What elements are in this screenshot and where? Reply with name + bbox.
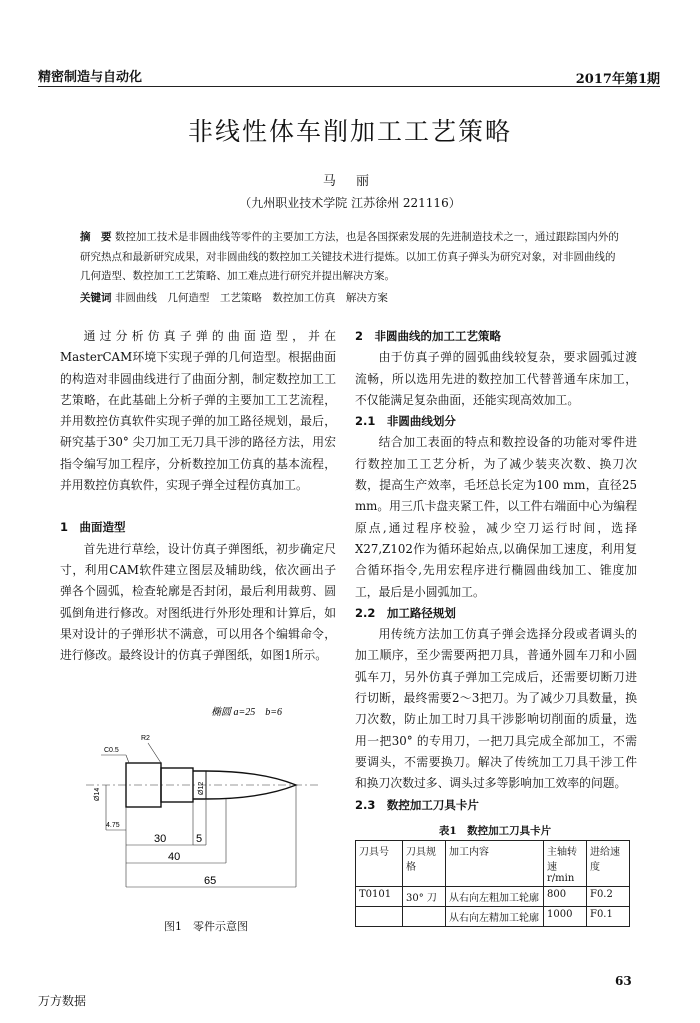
table-header-row <box>356 841 630 887</box>
dim-40: 40 <box>168 851 181 863</box>
table-cell: F0.1 <box>587 907 630 927</box>
dim-dia14: Ø14 <box>94 787 101 801</box>
table-row <box>356 887 630 907</box>
keywords <box>80 289 620 309</box>
abstract <box>80 228 620 287</box>
section-1-title: 1 曲面造型 <box>60 520 126 535</box>
dim-c05: C0.5 <box>104 747 119 754</box>
table-cell <box>403 907 446 927</box>
col-feed-rate: 进给速度 <box>587 841 630 887</box>
keywords-label: 关键词 <box>80 292 112 304</box>
figure-1-drawing <box>86 705 326 900</box>
table-cell: 从右向左精加工轮廓 <box>446 907 544 927</box>
table-cell: 1000 <box>544 907 587 927</box>
paper-title: 非线性体车削加工工艺策略 <box>187 117 512 146</box>
journal-name: 精密制造与自动化 <box>38 70 143 85</box>
table-cell: T0101 <box>356 887 403 907</box>
footer-watermark: 万方数据 <box>38 994 87 1008</box>
col-tool-spec: 刀具规格 <box>403 841 446 887</box>
abstract-text: 数控加工技术是非圆曲线等零件的主要加工方法，也是各国探索发展的先进制造技术之一，通过跟踪国内外的研究热点和最新研究成果，对非圆曲线的数控加工关键技术进行提炼。以加工仿真子弹头为研究对象，对非圆曲线的几何造型、数控加工工艺策略、加工难点进行研究并提出解决方案。 <box>80 231 619 282</box>
section-2-1-title: 2.1 非圆曲线划分 <box>355 414 456 429</box>
dim-30: 30 <box>154 833 167 845</box>
header-rule <box>38 86 660 87</box>
col-content: 加工内容 <box>446 841 544 887</box>
table-row <box>356 907 630 927</box>
section-2-2-text: 用传统方法加工仿真子弹会选择分段或者调头的加工顺序，至少需要两把刀具，普通外圆车刀和小圆弧车刀，另外仿真子弹加工完成后，还需要切断刀进行切断，最终需要2～3把刀。为了减少刀具数量，换刀次数，防止加工时刀具干涉影响切削面的质量，选用一把30° 的专用刀，一把刀具完成全部加工，不需要调头，不需要换刀。解决了传统加工刀具干涉工件和换刀次数过多、调头过多等影响加工效率的问题。 <box>355 627 637 791</box>
dim-r2: R2 <box>141 735 150 742</box>
section-2-1-text: 结合加工表面的特点和数控设备的功能对零件进行数控加工工艺分析，为了减少装夹次数、换刀次数，提高生产效率，毛坯总长定为100 mm，直径25 mm。用三爪卡盘夹紧工件，以工件右端面中心为编程原点,通过程序校验，减少空刀运行时间，选择X27,Z102作为循环起始点,以确保加工速度，利用复合循环指令,先用宏程序进行椭圆曲线加工、锥度加工，最后是小圆弧加工。 <box>355 435 637 599</box>
section-2-3-title: 2.3 数控加工刀具卡片 <box>355 797 479 812</box>
ellipse-label: 椭圆 a=25 b=6 <box>211 707 282 718</box>
dim-dia12: Ø12 <box>198 781 205 795</box>
dim-5: 5 <box>196 833 203 845</box>
left-column <box>60 326 336 666</box>
section-2-text: 由于仿真子弹的圆弧曲线较复杂，要求圆弧过渡流畅，所以选用先进的数控加工代替普通车床加工，不仅能满足复杂曲面，还能实现高效加工。 <box>355 350 637 407</box>
table-cell <box>356 907 403 927</box>
dim-475: 4.75 <box>106 822 120 829</box>
section-2-title: 2 非圆曲线的加工工艺策略 <box>355 329 502 343</box>
page-number: 63 <box>615 974 632 988</box>
section-2-2-title: 2.2 加工路径规划 <box>355 605 456 620</box>
table-cell: 800 <box>544 887 587 907</box>
table-cell: 从右向左粗加工轮廓 <box>446 887 544 907</box>
right-column <box>355 326 637 816</box>
keywords-text: 非圆曲线 几何造型 工艺策略 数控加工仿真 解决方案 <box>114 292 388 304</box>
affiliation: （九州职业技术学院 江苏徐州 221116） <box>239 196 461 210</box>
table-cell: F0.2 <box>587 887 630 907</box>
col-spindle-speed: 主轴转速r/min <box>544 841 587 887</box>
issue-label: 2017年第1期 <box>575 72 660 87</box>
tool-card-table <box>355 840 630 927</box>
section-1-text: 首先进行草绘，设计仿真子弹图纸，初步确定尺寸，利用CAM软件建立图层及辅助线，依次画出子弹各个圆弧，检查轮廓是否封闭，最后利用裁剪、圆弧倒角进行修改。对图纸进行外形处理和计算后，如果对设计的子弹形状不满意，可以用各个编辑命令，进行修改。最终设计的仿真子弹图纸，如图1所示。 <box>60 541 336 663</box>
intro-paragraph: 通过分析仿真子弹的曲面造型，并在MasterCAM环境下实现子弹的几何造型。根据曲面的构造对非圆曲线进行了曲面分割，制定数控加工工艺策略，在此基础上分析子弹的主要加工工艺流程，并用数控仿真软件实现子弹的加工路径规划，最后，研究基于30° 尖刀加工无刀具干涉的路径方法，用宏指令编写加工程序，分析数控加工仿真的基本流程，并用数控仿真软件，实现子弹全过程仿真加工。 <box>60 329 336 493</box>
table-cell: 30° 刀 <box>403 887 446 907</box>
col-tool-no: 刀具号 <box>356 841 403 887</box>
figure-1-caption: 图1 零件示意图 <box>164 920 248 933</box>
dim-65: 65 <box>204 875 217 887</box>
table-1-caption: 表1 数控加工刀具卡片 <box>438 825 552 837</box>
abstract-label: 摘 要 <box>80 231 112 243</box>
author: 马 丽 <box>322 174 378 189</box>
